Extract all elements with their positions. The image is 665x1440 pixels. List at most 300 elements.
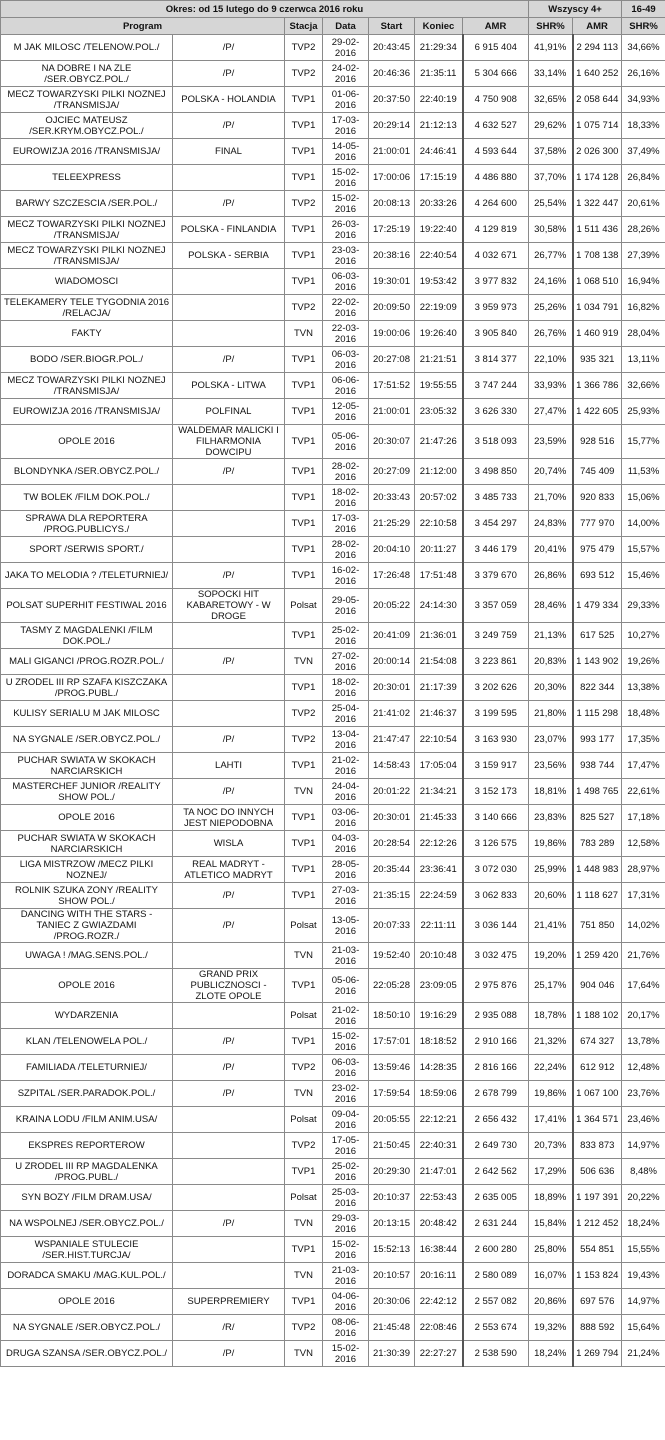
subtitle-cell: /P/ [173,1029,285,1055]
table-row [1,399,665,425]
subtitle-cell [173,321,285,347]
start-time-cell: 20:10:57 [369,1263,415,1289]
col-shr: SHR% [529,18,573,35]
subtitle-cell: POLSKA - FINLANDIA [173,217,285,243]
end-time-cell: 18:18:52 [415,1029,463,1055]
share-1649-cell: 17,18% [622,805,665,831]
table-row [1,943,665,969]
table-row [1,139,665,165]
share-cell: 20,41% [529,537,573,563]
amr-cell: 4 486 880 [463,165,529,191]
subtitle-cell: GRAND PRIX PUBLICZNOSCI - ZLOTE OPOLE [173,969,285,1003]
amr-cell: 3 159 917 [463,753,529,779]
share-1649-cell: 17,47% [622,753,665,779]
start-time-cell: 21:45:48 [369,1315,415,1341]
subtitle-cell: SOPOCKI HIT KABARETOWY - W DROGE [173,589,285,623]
start-time-cell: 17:26:48 [369,563,415,589]
start-time-cell: 20:33:43 [369,485,415,511]
col-shr-1649: SHR% [622,18,665,35]
end-time-cell: 22:24:59 [415,883,463,909]
amr-1649-cell: 1 422 605 [573,399,622,425]
station-cell: TVP2 [285,61,323,87]
start-time-cell: 20:30:06 [369,1289,415,1315]
table-row [1,883,665,909]
share-1649-cell: 23,76% [622,1081,665,1107]
station-cell: TVP2 [285,727,323,753]
amr-1649-cell: 745 409 [573,459,622,485]
share-cell: 37,58% [529,139,573,165]
end-time-cell: 20:11:27 [415,537,463,563]
start-time-cell: 14:58:43 [369,753,415,779]
amr-cell: 3 905 840 [463,321,529,347]
share-cell: 33,93% [529,373,573,399]
subtitle-cell: /P/ [173,883,285,909]
subtitle-cell: POLSKA - HOLANDIA [173,87,285,113]
share-cell: 37,70% [529,165,573,191]
amr-1649-cell: 1 259 420 [573,943,622,969]
start-time-cell: 21:47:47 [369,727,415,753]
station-cell: TVP2 [285,1133,323,1159]
amr-cell: 3 062 833 [463,883,529,909]
end-time-cell: 22:19:09 [415,295,463,321]
program-cell: U ZRODEL III RP SZAFA KISZCZAKA /PROG.PUBL./ [1,675,173,701]
table-row [1,831,665,857]
share-1649-cell: 11,53% [622,459,665,485]
amr-1649-cell: 1 174 128 [573,165,622,191]
date-cell: 18-02-2016 [323,675,369,701]
subtitle-cell: /P/ [173,347,285,373]
date-cell: 17-05-2016 [323,1133,369,1159]
subtitle-cell: /P/ [173,191,285,217]
program-cell: UWAGA ! /MAG.SENS.POL./ [1,943,173,969]
station-cell: Polsat [285,1003,323,1029]
subtitle-cell [173,165,285,191]
start-time-cell: 20:29:30 [369,1159,415,1185]
subtitle-cell [173,1133,285,1159]
program-cell: BODO /SER.BIOGR.POL./ [1,347,173,373]
period-title: Okres: od 15 lutego do 9 czerwca 2016 roku [1,1,529,18]
share-cell: 32,65% [529,87,573,113]
date-cell: 09-04-2016 [323,1107,369,1133]
amr-1649-cell: 1 640 252 [573,61,622,87]
amr-cell: 4 129 819 [463,217,529,243]
amr-1649-cell: 1 118 627 [573,883,622,909]
col-amr-1649: AMR [573,18,622,35]
start-time-cell: 13:59:46 [369,1055,415,1081]
date-cell: 29-02-2016 [323,35,369,61]
end-time-cell: 17:15:19 [415,165,463,191]
share-1649-cell: 15,55% [622,1237,665,1263]
table-row [1,1107,665,1133]
date-cell: 22-02-2016 [323,295,369,321]
station-cell: TVP1 [285,1237,323,1263]
table-row [1,113,665,139]
share-cell: 20,86% [529,1289,573,1315]
share-1649-cell: 32,66% [622,373,665,399]
amr-1649-cell: 1 708 138 [573,243,622,269]
amr-cell: 4 632 527 [463,113,529,139]
date-cell: 17-03-2016 [323,511,369,537]
share-cell: 19,86% [529,1081,573,1107]
subtitle-cell: /P/ [173,1341,285,1367]
share-1649-cell: 14,97% [622,1289,665,1315]
amr-1649-cell: 1 188 102 [573,1003,622,1029]
table-row [1,1211,665,1237]
date-cell: 05-06-2016 [323,969,369,1003]
share-cell: 24,83% [529,511,573,537]
share-1649-cell: 29,33% [622,589,665,623]
table-row [1,969,665,1003]
date-cell: 23-03-2016 [323,243,369,269]
start-time-cell: 17:51:52 [369,373,415,399]
table-row [1,347,665,373]
program-cell: TELEEXPRESS [1,165,173,191]
end-time-cell: 22:27:27 [415,1341,463,1367]
program-cell: OPOLE 2016 [1,969,173,1003]
share-1649-cell: 13,78% [622,1029,665,1055]
subtitle-cell: /P/ [173,1081,285,1107]
start-time-cell: 20:35:44 [369,857,415,883]
date-cell: 22-03-2016 [323,321,369,347]
date-cell: 23-02-2016 [323,1081,369,1107]
share-cell: 24,16% [529,269,573,295]
start-time-cell: 19:52:40 [369,943,415,969]
station-cell: TVN [285,943,323,969]
subtitle-cell [173,1263,285,1289]
share-1649-cell: 17,31% [622,883,665,909]
amr-cell: 2 678 799 [463,1081,529,1107]
station-cell: TVP2 [285,701,323,727]
amr-1649-cell: 751 850 [573,909,622,943]
share-1649-cell: 18,48% [622,701,665,727]
share-1649-cell: 12,58% [622,831,665,857]
share-cell: 16,07% [529,1263,573,1289]
subtitle-cell [173,1003,285,1029]
end-time-cell: 21:12:00 [415,459,463,485]
date-cell: 13-04-2016 [323,727,369,753]
share-cell: 23,83% [529,805,573,831]
station-cell: TVP1 [285,805,323,831]
share-1649-cell: 17,64% [622,969,665,1003]
amr-cell: 3 249 759 [463,623,529,649]
share-cell: 18,81% [529,779,573,805]
amr-1649-cell: 975 479 [573,537,622,563]
amr-1649-cell: 1 115 298 [573,701,622,727]
share-cell: 18,24% [529,1341,573,1367]
table-row [1,623,665,649]
amr-cell: 2 910 166 [463,1029,529,1055]
share-cell: 33,14% [529,61,573,87]
date-cell: 21-03-2016 [323,1263,369,1289]
start-time-cell: 20:27:09 [369,459,415,485]
program-cell: KRAINA LODU /FILM ANIM.USA/ [1,1107,173,1133]
program-cell: OPOLE 2016 [1,1289,173,1315]
station-cell: TVP1 [285,373,323,399]
station-cell: Polsat [285,909,323,943]
subtitle-cell [173,295,285,321]
table-row [1,459,665,485]
share-cell: 22,24% [529,1055,573,1081]
table-row [1,511,665,537]
program-cell: EUROWIZJA 2016 /TRANSMISJA/ [1,399,173,425]
table-row [1,1159,665,1185]
date-cell: 15-02-2016 [323,1341,369,1367]
date-cell: 06-03-2016 [323,347,369,373]
table-row [1,779,665,805]
program-cell: DORADCA SMAKU /MAG.KUL.POL./ [1,1263,173,1289]
table-row [1,727,665,753]
amr-cell: 2 553 674 [463,1315,529,1341]
amr-1649-cell: 928 516 [573,425,622,459]
amr-cell: 6 915 404 [463,35,529,61]
station-cell: TVP2 [285,295,323,321]
share-cell: 18,78% [529,1003,573,1029]
end-time-cell: 19:53:42 [415,269,463,295]
amr-cell: 2 538 590 [463,1341,529,1367]
station-cell: TVP1 [285,1289,323,1315]
end-time-cell: 20:48:42 [415,1211,463,1237]
start-time-cell: 20:08:13 [369,191,415,217]
program-cell: BARWY SZCZESCIA /SER.POL./ [1,191,173,217]
start-time-cell: 21:00:01 [369,399,415,425]
amr-cell: 3 357 059 [463,589,529,623]
subtitle-cell [173,943,285,969]
share-1649-cell: 14,97% [622,1133,665,1159]
date-cell: 04-06-2016 [323,1289,369,1315]
end-time-cell: 14:28:35 [415,1055,463,1081]
station-cell: TVN [285,649,323,675]
date-cell: 21-02-2016 [323,1003,369,1029]
amr-cell: 4 264 600 [463,191,529,217]
subtitle-cell: /P/ [173,1055,285,1081]
program-cell: OPOLE 2016 [1,425,173,459]
table-row [1,909,665,943]
table-row [1,321,665,347]
table-row [1,1289,665,1315]
program-cell: WSPANIALE STULECIE /SER.HIST.TURCJA/ [1,1237,173,1263]
amr-1649-cell: 888 592 [573,1315,622,1341]
col-program: Program [1,18,285,35]
amr-1649-cell: 904 046 [573,969,622,1003]
end-time-cell: 21:17:39 [415,675,463,701]
program-cell: WYDARZENIA [1,1003,173,1029]
table-row [1,1133,665,1159]
end-time-cell: 21:34:21 [415,779,463,805]
subtitle-cell: REAL MADRYT - ATLETICO MADRYT [173,857,285,883]
amr-1649-cell: 693 512 [573,563,622,589]
amr-cell: 3 747 244 [463,373,529,399]
date-cell: 15-02-2016 [323,1237,369,1263]
date-cell: 29-05-2016 [323,589,369,623]
station-cell: TVN [285,1081,323,1107]
date-cell: 25-02-2016 [323,623,369,649]
share-1649-cell: 15,46% [622,563,665,589]
station-cell: TVP1 [285,243,323,269]
subtitle-cell [173,623,285,649]
program-cell: FAKTY [1,321,173,347]
end-time-cell: 23:05:32 [415,399,463,425]
date-cell: 06-03-2016 [323,1055,369,1081]
amr-cell: 4 032 671 [463,243,529,269]
start-time-cell: 20:38:16 [369,243,415,269]
program-cell: U ZRODEL III RP MAGDALENKA /PROG.PUBL./ [1,1159,173,1185]
program-cell: OPOLE 2016 [1,805,173,831]
program-cell: SPRAWA DLA REPORTERA /PROG.PUBLICYS./ [1,511,173,537]
end-time-cell: 17:05:04 [415,753,463,779]
end-time-cell: 22:40:19 [415,87,463,113]
share-1649-cell: 10,27% [622,623,665,649]
table-row [1,1081,665,1107]
table-row [1,1003,665,1029]
end-time-cell: 20:33:26 [415,191,463,217]
amr-cell: 3 036 144 [463,909,529,943]
share-1649-cell: 21,76% [622,943,665,969]
start-time-cell: 20:10:37 [369,1185,415,1211]
amr-1649-cell: 612 912 [573,1055,622,1081]
station-cell: TVP1 [285,1029,323,1055]
start-time-cell: 17:00:06 [369,165,415,191]
share-cell: 25,80% [529,1237,573,1263]
amr-cell: 3 152 173 [463,779,529,805]
start-time-cell: 19:30:01 [369,269,415,295]
table-row [1,1237,665,1263]
amr-1649-cell: 1 034 791 [573,295,622,321]
date-cell: 03-06-2016 [323,805,369,831]
station-cell: TVN [285,321,323,347]
end-time-cell: 24:14:30 [415,589,463,623]
station-cell: TVP1 [285,883,323,909]
share-1649-cell: 14,00% [622,511,665,537]
subtitle-cell: /P/ [173,459,285,485]
start-time-cell: 19:00:06 [369,321,415,347]
share-1649-cell: 15,06% [622,485,665,511]
share-cell: 17,29% [529,1159,573,1185]
table-row [1,1341,665,1367]
start-time-cell: 20:30:01 [369,675,415,701]
amr-1649-cell: 1 479 334 [573,589,622,623]
start-time-cell: 20:41:09 [369,623,415,649]
amr-1649-cell: 783 289 [573,831,622,857]
share-cell: 25,99% [529,857,573,883]
subtitle-cell: /P/ [173,35,285,61]
station-cell: TVP2 [285,35,323,61]
share-cell: 21,13% [529,623,573,649]
share-1649-cell: 13,11% [622,347,665,373]
end-time-cell: 18:59:06 [415,1081,463,1107]
amr-1649-cell: 1 364 571 [573,1107,622,1133]
program-cell: FAMILIADA /TELETURNIEJ/ [1,1055,173,1081]
program-cell: KLAN /TELENOWELA POL./ [1,1029,173,1055]
program-cell: TELEKAMERY TELE TYGODNIA 2016 /RELACJA/ [1,295,173,321]
amr-cell: 2 816 166 [463,1055,529,1081]
amr-cell: 3 518 093 [463,425,529,459]
share-cell: 20,30% [529,675,573,701]
program-cell: TASMY Z MAGDALENKI /FILM DOK.POL./ [1,623,173,649]
subtitle-cell: WISLA [173,831,285,857]
program-cell: BLONDYNKA /SER.OBYCZ.POL./ [1,459,173,485]
end-time-cell: 21:35:11 [415,61,463,87]
amr-cell: 3 202 626 [463,675,529,701]
end-time-cell: 22:10:54 [415,727,463,753]
share-cell: 15,84% [529,1211,573,1237]
share-cell: 18,89% [529,1185,573,1211]
share-cell: 20,60% [529,883,573,909]
date-cell: 15-02-2016 [323,1029,369,1055]
end-time-cell: 21:47:01 [415,1159,463,1185]
end-time-cell: 21:36:01 [415,623,463,649]
program-cell: EKSPRES REPORTEROW [1,1133,173,1159]
amr-1649-cell: 1 067 100 [573,1081,622,1107]
date-cell: 16-02-2016 [323,563,369,589]
end-time-cell: 19:26:40 [415,321,463,347]
subtitle-cell [173,1107,285,1133]
amr-1649-cell: 674 327 [573,1029,622,1055]
station-cell: TVP1 [285,969,323,1003]
share-cell: 21,70% [529,485,573,511]
program-cell: NA SYGNALE /SER.OBYCZ.POL./ [1,727,173,753]
share-1649-cell: 12,48% [622,1055,665,1081]
share-1649-cell: 17,35% [622,727,665,753]
col-amr: AMR [463,18,529,35]
station-cell: TVP1 [285,87,323,113]
amr-1649-cell: 617 525 [573,623,622,649]
amr-1649-cell: 1 068 510 [573,269,622,295]
start-time-cell: 20:04:10 [369,537,415,563]
program-cell: DANCING WITH THE STARS - TANIEC Z GWIAZDAMI /PROG.ROZR./ [1,909,173,943]
program-cell: POLSAT SUPERHIT FESTIWAL 2016 [1,589,173,623]
amr-1649-cell: 1 269 794 [573,1341,622,1367]
program-cell: TW BOLEK /FILM DOK.POL./ [1,485,173,511]
share-1649-cell: 16,94% [622,269,665,295]
amr-cell: 4 750 908 [463,87,529,113]
subtitle-cell: TA NOC DO INNYCH JEST NIEPODOBNA [173,805,285,831]
amr-cell: 3 223 861 [463,649,529,675]
date-cell: 15-02-2016 [323,191,369,217]
end-time-cell: 23:09:05 [415,969,463,1003]
subtitle-cell [173,269,285,295]
share-cell: 23,56% [529,753,573,779]
station-cell: TVP2 [285,1315,323,1341]
program-cell: EUROWIZJA 2016 /TRANSMISJA/ [1,139,173,165]
end-time-cell: 22:12:26 [415,831,463,857]
amr-cell: 3 140 666 [463,805,529,831]
program-cell: NA SYGNALE /SER.OBYCZ.POL./ [1,1315,173,1341]
start-time-cell: 20:00:14 [369,649,415,675]
end-time-cell: 20:57:02 [415,485,463,511]
end-time-cell: 19:22:40 [415,217,463,243]
subtitle-cell [173,1237,285,1263]
end-time-cell: 17:51:48 [415,563,463,589]
ratings-body [1,35,665,1367]
table-row [1,269,665,295]
subtitle-cell [173,675,285,701]
start-time-cell: 20:29:14 [369,113,415,139]
amr-1649-cell: 1 498 765 [573,779,622,805]
station-cell: TVP1 [285,165,323,191]
end-time-cell: 21:47:26 [415,425,463,459]
amr-cell: 3 959 973 [463,295,529,321]
subtitle-cell: POLSKA - SERBIA [173,243,285,269]
amr-1649-cell: 1 366 786 [573,373,622,399]
share-1649-cell: 19,43% [622,1263,665,1289]
amr-1649-cell: 2 058 644 [573,87,622,113]
date-cell: 06-03-2016 [323,269,369,295]
amr-1649-cell: 825 527 [573,805,622,831]
date-cell: 05-06-2016 [323,425,369,459]
table-row [1,243,665,269]
amr-1649-cell: 1 153 824 [573,1263,622,1289]
share-1649-cell: 34,93% [622,87,665,113]
